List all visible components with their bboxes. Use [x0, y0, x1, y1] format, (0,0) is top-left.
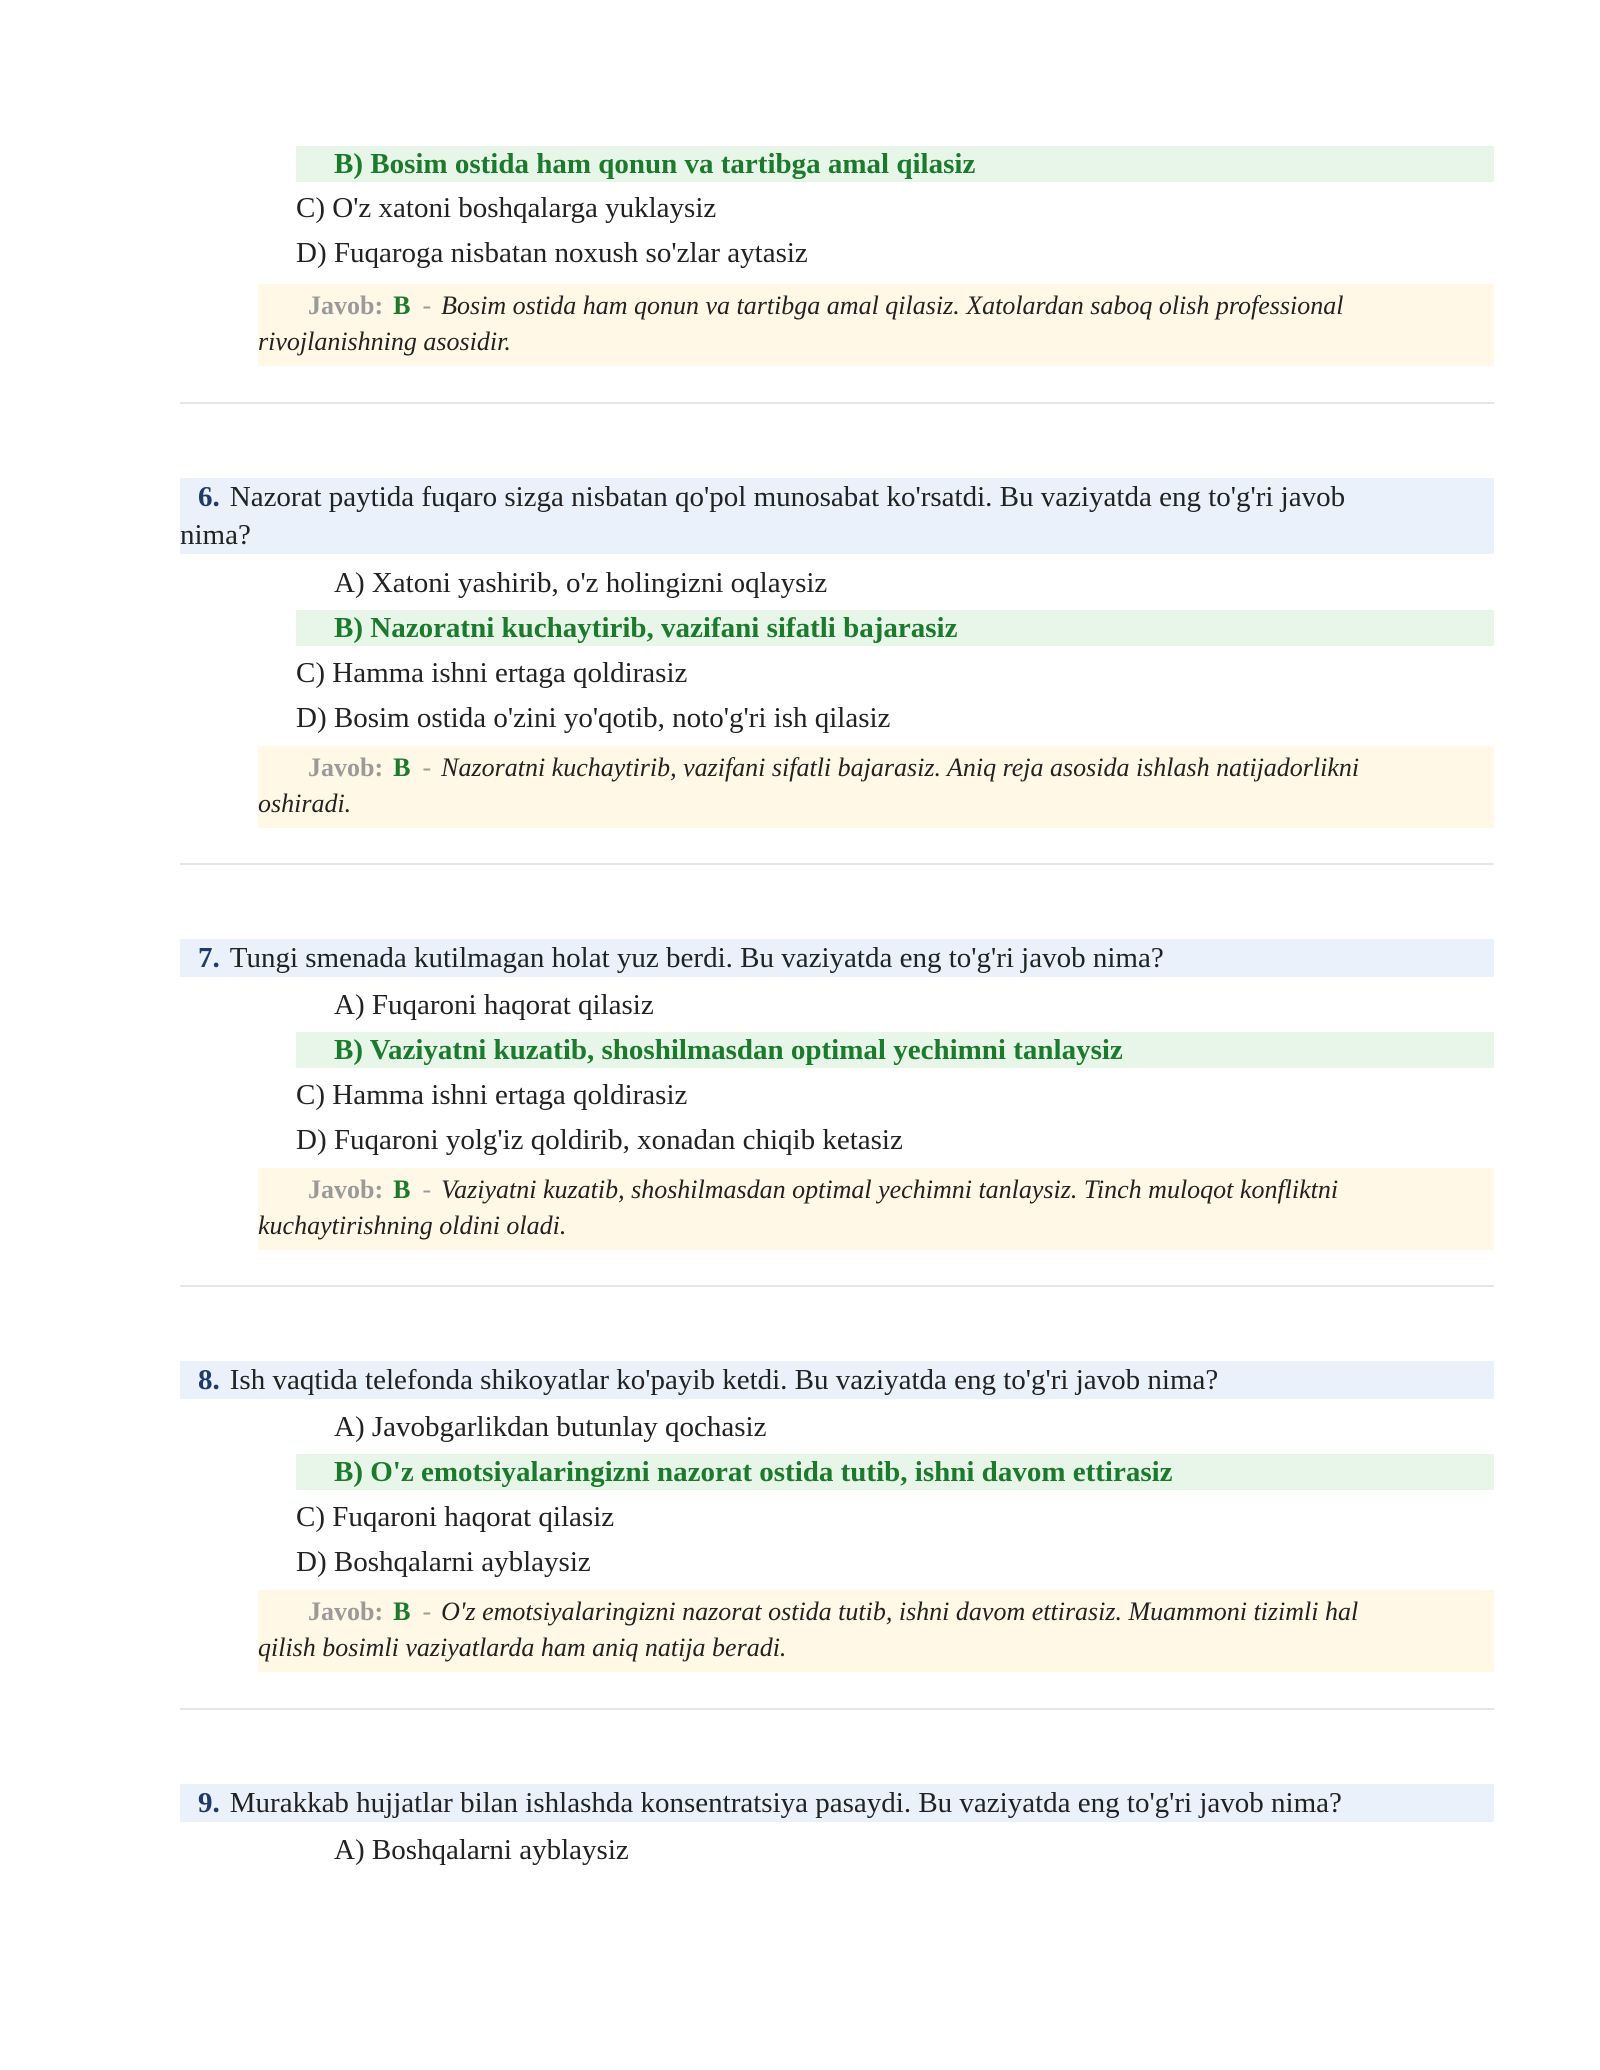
- question-6-correct-option: B) Nazoratni kuchaytirib, vazifani sifatli bajarasiz: [296, 610, 1494, 646]
- question-number: 6.: [198, 481, 220, 513]
- prev-option-d: D) Fuqaroga nisbatan noxush so'zlar aytasiz: [296, 237, 808, 269]
- answer-explanation-line2: rivojlanishning asosidir.: [258, 327, 511, 356]
- question-7-option-a: A) Fuqaroni haqorat qilasiz: [334, 989, 654, 1021]
- answer-explanation-line2: qilish bosimli vaziyatlarda ham aniq natija beradi.: [258, 1633, 787, 1662]
- question-8-text: [180, 1361, 1494, 1399]
- answer-label: Javob:: [308, 1597, 384, 1626]
- answer-explanation-line2: kuchaytirishning oldini oladi.: [258, 1211, 567, 1240]
- question-9-text: [180, 1784, 1494, 1822]
- question-text-line1: Tungi smenada kutilmagan holat yuz berdi. Bu vaziyatda eng to'g'ri javob nima?: [229, 942, 1164, 974]
- answer-letter: B: [393, 753, 411, 782]
- question-7-option-c: C) Hamma ishni ertaga qoldirasiz: [296, 1079, 688, 1111]
- question-7-answer-box: [258, 1168, 1494, 1250]
- section-divider: [180, 1708, 1494, 1710]
- answer-explanation-line1: Nazoratni kuchaytirib, vazifani sifatli bajarasiz. Aniq reja asosida ishlash natijadorlikni: [441, 753, 1360, 782]
- question-8-option-a: A) Javobgarlikdan butunlay qochasiz: [334, 1411, 767, 1443]
- question-6-option-a: A) Xatoni yashirib, o'z holingizni oqlaysiz: [334, 567, 828, 599]
- answer-dash: -: [422, 1175, 432, 1204]
- question-8-correct-option: B) O'z emotsiyalaringizni nazorat ostida tutib, ishni davom ettirasiz: [296, 1454, 1494, 1490]
- question-7-correct-option: B) Vaziyatni kuzatib, shoshilmasdan optimal yechimni tanlaysiz: [296, 1032, 1494, 1068]
- answer-letter: B: [393, 1175, 411, 1204]
- question-6-option-d: D) Bosim ostida o'zini yo'qotib, noto'g'ri ish qilasiz: [296, 702, 891, 734]
- question-6-option-c: C) Hamma ishni ertaga qoldirasiz: [296, 657, 688, 689]
- prev-answer-box: [258, 284, 1494, 366]
- section-divider: [180, 863, 1494, 865]
- answer-dash: -: [422, 291, 432, 320]
- question-text-line1: Ish vaqtida telefonda shikoyatlar ko'payib ketdi. Bu vaziyatda eng to'g'ri javob nima?: [229, 1364, 1219, 1396]
- section-divider: [180, 402, 1494, 404]
- question-text-line1: Nazorat paytida fuqaro sizga nisbatan qo'pol munosabat ko'rsatdi. Bu vaziyatda eng to'g'ri javob: [229, 481, 1346, 513]
- answer-letter: B: [393, 291, 411, 320]
- prev-option-c: C) O'z xatoni boshqalarga yuklaysiz: [296, 192, 717, 224]
- question-6-answer-box: [258, 746, 1494, 828]
- answer-explanation-line1: O'z emotsiyalaringizni nazorat ostida tutib, ishni davom ettirasiz. Muammoni tizimli hal: [441, 1597, 1359, 1626]
- question-8-option-d: D) Boshqalarni ayblaysiz: [296, 1546, 591, 1578]
- answer-explanation-line1: Bosim ostida ham qonun va tartibga amal qilasiz. Xatolardan saboq olish professional: [441, 291, 1344, 320]
- prev-correct-option: B) Bosim ostida ham qonun va tartibga amal qilasiz: [296, 146, 1494, 182]
- question-6-text: [180, 478, 1494, 554]
- question-8-option-c: C) Fuqaroni haqorat qilasiz: [296, 1501, 615, 1533]
- question-7-option-d: D) Fuqaroni yolg'iz qoldirib, xonadan chiqib ketasiz: [296, 1124, 903, 1156]
- answer-dash: -: [422, 1597, 432, 1626]
- question-number: 7.: [198, 942, 220, 974]
- question-number: 9.: [198, 1787, 220, 1819]
- answer-explanation-line1: Vaziyatni kuzatib, shoshilmasdan optimal yechimni tanlaysiz. Tinch muloqot konfliktni: [441, 1175, 1339, 1204]
- answer-label: Javob:: [308, 1175, 384, 1204]
- section-divider: [180, 1285, 1494, 1287]
- question-text-line1: Murakkab hujjatlar bilan ishlashda konsentratsiya pasaydi. Bu vaziyatda eng to'g'ri javob nima?: [229, 1787, 1342, 1819]
- answer-dash: -: [422, 753, 432, 782]
- question-number: 8.: [198, 1364, 220, 1396]
- question-8-answer-box: [258, 1590, 1494, 1672]
- answer-explanation-line2: oshiradi.: [258, 789, 352, 818]
- question-7-text: [180, 939, 1494, 977]
- answer-letter: B: [393, 1597, 411, 1626]
- answer-label: Javob:: [308, 753, 384, 782]
- question-9-option-a: A) Boshqalarni ayblaysiz: [334, 1834, 629, 1866]
- question-text-line2: nima?: [180, 519, 251, 551]
- answer-label: Javob:: [308, 291, 384, 320]
